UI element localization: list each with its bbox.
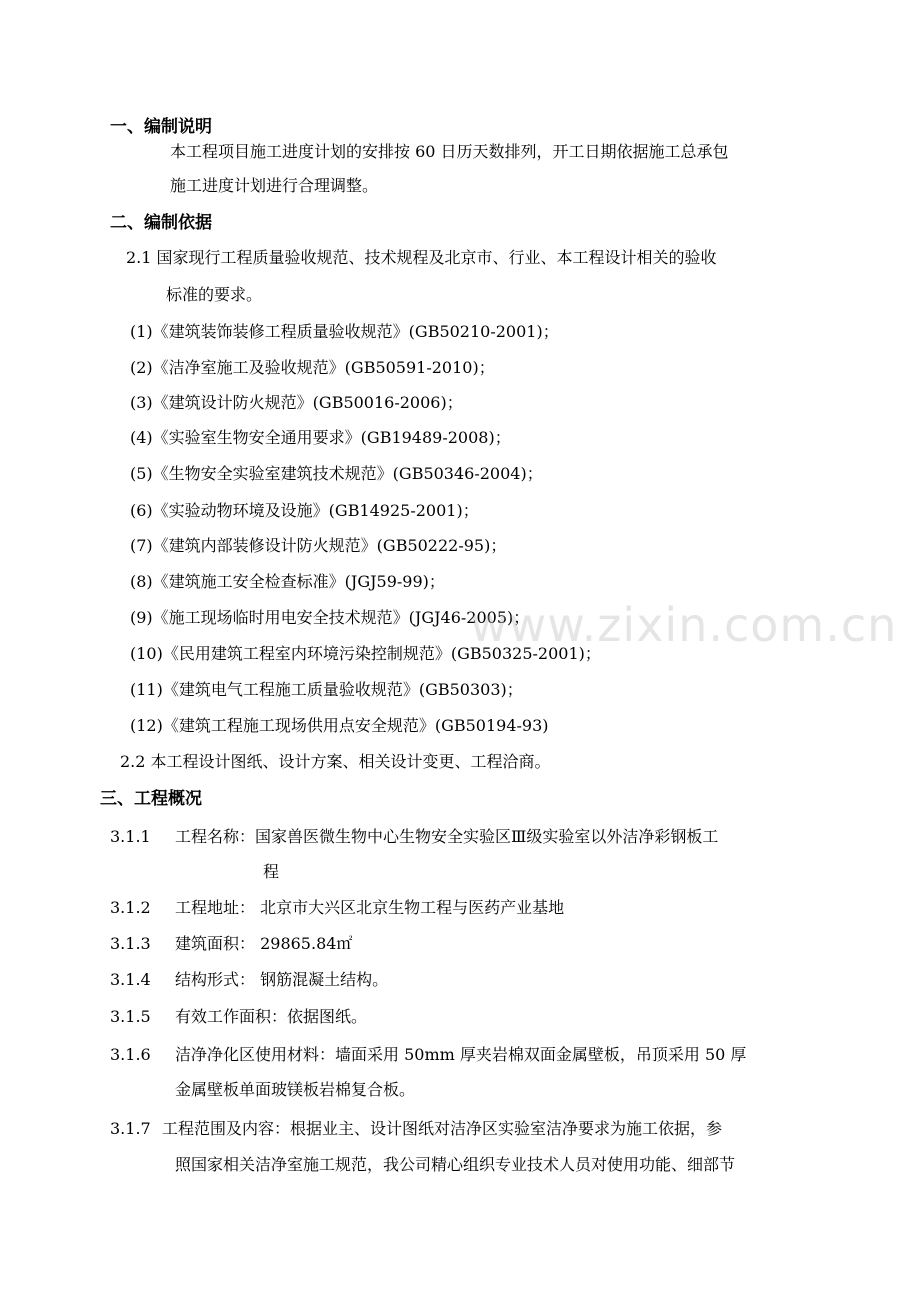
list-item: (8)《建筑施工安全检查标准》(JGJ59-99)； [130,572,445,591]
paragraph-line: 工程名称：国家兽医微生物中心生物安全实验区Ⅲ级实验室以外洁净彩钢板工 [175,827,719,846]
paragraph-line: 工程范围及内容：根据业主、设计图纸对洁净区实验室洁净要求为施工依据，参 [162,1119,723,1138]
section-heading-2: 二、编制依据 [110,213,212,233]
paragraph-line: 有效工作面积：依据图纸。 [175,1007,368,1026]
paragraph-line: 洁净净化区使用材料：墙面采用 50mm 厚夹岩棉双面金属壁板，吊顶采用 50 厚 [175,1045,747,1064]
item-number: 3.1.7 [110,1119,151,1138]
list-item: (4)《实验室生物安全通用要求》(GB19489-2008)； [130,428,511,447]
item-number: 3.1.6 [110,1045,151,1064]
list-item: (3)《建筑设计防火规范》(GB50016-2006)； [130,393,463,412]
list-item: (2)《洁净室施工及验收规范》(GB50591-2010)； [130,358,495,377]
paragraph-line: 建筑面积： 29865.84㎡ [175,934,353,953]
paragraph-line: 2.2 本工程设计图纸、设计方案、相关设计变更、工程洽商。 [120,752,551,771]
list-item: (9)《施工现场临时用电安全技术规范》(JGJ46-2005)； [130,608,530,627]
list-item: (11)《建筑电气工程施工质量验收规范》(GB50303)； [130,680,523,699]
list-item: (10)《民用建筑工程室内环境污染控制规范》(GB50325-2001)； [130,644,601,663]
paragraph-line: 施工进度计划进行合理调整。 [170,176,379,195]
list-item: (6)《实验动物环境及设施》(GB14925-2001)； [130,501,479,520]
paragraph-line: 工程地址： 北京市大兴区北京生物工程与医药产业基地 [175,898,565,917]
list-item: (1)《建筑装饰装修工程质量验收规范》(GB50210-2001)； [130,322,559,341]
section-heading-1: 一、编制说明 [110,117,212,137]
paragraph-line: 本工程项目施工进度计划的安排按 60 日历天数排列，开工日期依据施工总承包 [170,142,729,161]
paragraph-line: 照国家相关洁净室施工规范，我公司精心组织专业技术人员对使用功能、细部节 [175,1155,736,1174]
item-number: 3.1.1 [110,827,151,846]
list-item: (7)《建筑内部装修设计防火规范》(GB50222-95)； [130,536,507,555]
paragraph-line: 标准的要求。 [166,285,263,304]
paragraph-line: 结构形式： 钢筋混凝土结构。 [175,970,389,989]
paragraph-line: 金属壁板单面玻镁板岩棉复合板。 [175,1080,416,1099]
item-number: 3.1.3 [110,934,151,953]
watermark-text: www.zixin.com.cn [470,598,898,652]
paragraph-line: 2.1 国家现行工程质量验收规范、技术规程及北京市、行业、本工程设计相关的验收 [126,248,717,267]
list-item: (12)《建筑工程施工现场供用点安全规范》(GB50194-93) [130,716,549,735]
section-heading-3: 三、工程概况 [100,789,202,809]
item-number: 3.1.2 [110,898,151,917]
paragraph-line: 程 [263,862,280,881]
list-item: (5)《生物安全实验室建筑技术规范》(GB50346-2004)； [130,464,543,483]
item-number: 3.1.4 [110,970,151,989]
item-number: 3.1.5 [110,1007,151,1026]
